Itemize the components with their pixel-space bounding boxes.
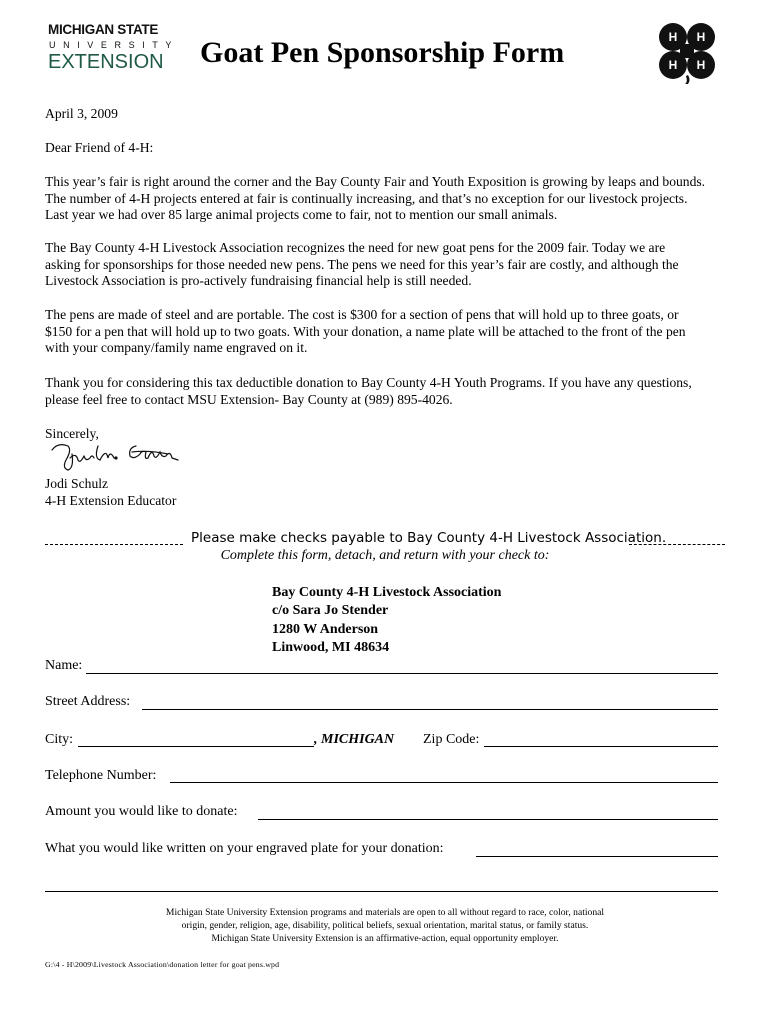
name-label: Name: [45,658,83,673]
paragraph-line: please feel free to contact MSU Extension- Bay County at (989) 895-4026. [45,391,453,407]
donation-amount-field[interactable] [258,819,718,820]
dashed-line-left [45,544,183,545]
city-label: City: [45,732,74,747]
paragraph-line: The Bay County 4-H Livestock Association recognizes the need for new goat pens for the 2009 fair. Today we are [45,240,666,255]
logo-line-2: UNIVERSITY [49,40,180,50]
letter-date: April 3, 2009 [45,106,118,121]
4h-clover-icon [652,20,722,84]
paragraph-2 [45,240,735,290]
footer-line: Michigan State University Extension programs and materials are open to all without regard to race, color, national [165,907,605,918]
mailing-address-line: c/o Sara Jo Stender [272,603,389,618]
mailing-address-line: Linwood, MI 48634 [272,640,390,655]
zip-code-field[interactable] [484,746,718,747]
street-address-field[interactable] [142,709,718,710]
mailing-address-line: 1280 W Anderson [272,622,379,637]
paragraph-line: The number of 4-H projects entered at fair is continually increasing, and that’s no exception for our livestock projects. [45,190,688,206]
svg-text:H: H [668,30,678,44]
paragraph-4 [45,375,735,408]
engraved-plate-field[interactable] [476,856,718,857]
name-field[interactable] [86,673,718,674]
telephone-label: Telephone Number: [45,768,157,783]
letter-closing: Sincerely, [45,426,99,441]
paragraph-1 [45,174,735,224]
footer-line: Michigan State University Extension is an affirmative-action, equal opportunity employer. [211,933,559,944]
city-field[interactable] [78,746,314,747]
paragraph-line: asking for sponsorships for those needed new pens. The pens we need for this year’s fair are costly, and although the [45,256,679,272]
engraved-plate-label: What you would like written on your engraved plate for your donation: [45,841,444,856]
logo-line-3: EXTENSION [48,51,164,73]
paragraph-line: Livestock Association is pro-actively fundraising financial help is still needed. [45,273,472,288]
paragraph-line: This year’s fair is right around the corner and the Bay County Fair and Youth Exposition is growing by leaps and bounds. [45,174,706,189]
mailing-address-line: Bay County 4-H Livestock Association [272,585,502,600]
svg-text:H: H [696,30,706,44]
svg-text:H: H [668,58,678,72]
svg-text:H: H [696,58,706,72]
msu-extension-logo [48,18,180,76]
payable-note: Please make checks payable to Bay County 4-H Livestock Association. [191,530,667,546]
footer-notice [0,906,770,945]
signer-title: 4-H Extension Educator [45,493,177,508]
signature-image [48,438,188,474]
telephone-field[interactable] [170,782,718,783]
signer-name: Jodi Schulz [45,476,109,491]
dashed-line-right [629,544,725,545]
paragraph-line: with your company/family name engraved on it. [45,340,308,355]
state-value: , MICHIGAN [314,732,395,747]
file-path: G:\4 - H\2009\Livestock Association\donation letter for goat pens.wpd [45,960,280,969]
logo-line-1: MICHIGAN STATE [48,22,159,37]
return-instructions: Complete this form, detach, and return with your check to: [220,548,550,563]
paragraph-line: The pens are made of steel and are portable. The cost is $300 for a section of pens that will hold up to three goats, or [45,307,679,322]
detach-cut-line [45,530,725,550]
letter-greeting: Dear Friend of 4-H: [45,140,154,155]
zip-code-label: Zip Code: [423,732,480,747]
paragraph-line: Thank you for considering this tax deductible donation to Bay County 4-H Youth Programs. If you have any questions, [45,375,692,390]
engraved-plate-field-line-2[interactable] [45,891,718,892]
donation-amount-label: Amount you would like to donate: [45,804,238,819]
page-title: Goat Pen Sponsorship Form [200,36,565,69]
paragraph-line: $150 for a pen that will hold up to two goats. With your donation, a name plate will be attached to the front of the pen [45,323,686,339]
paragraph-3 [45,307,735,357]
footer-line: origin, gender, religion, age, disability, political beliefs, sexual orientation, marital status, or family status. [181,920,589,931]
street-address-label: Street Address: [45,694,131,709]
paragraph-line: Last year we had over 85 large animal projects come to fair, not to mention our small animals. [45,207,558,222]
